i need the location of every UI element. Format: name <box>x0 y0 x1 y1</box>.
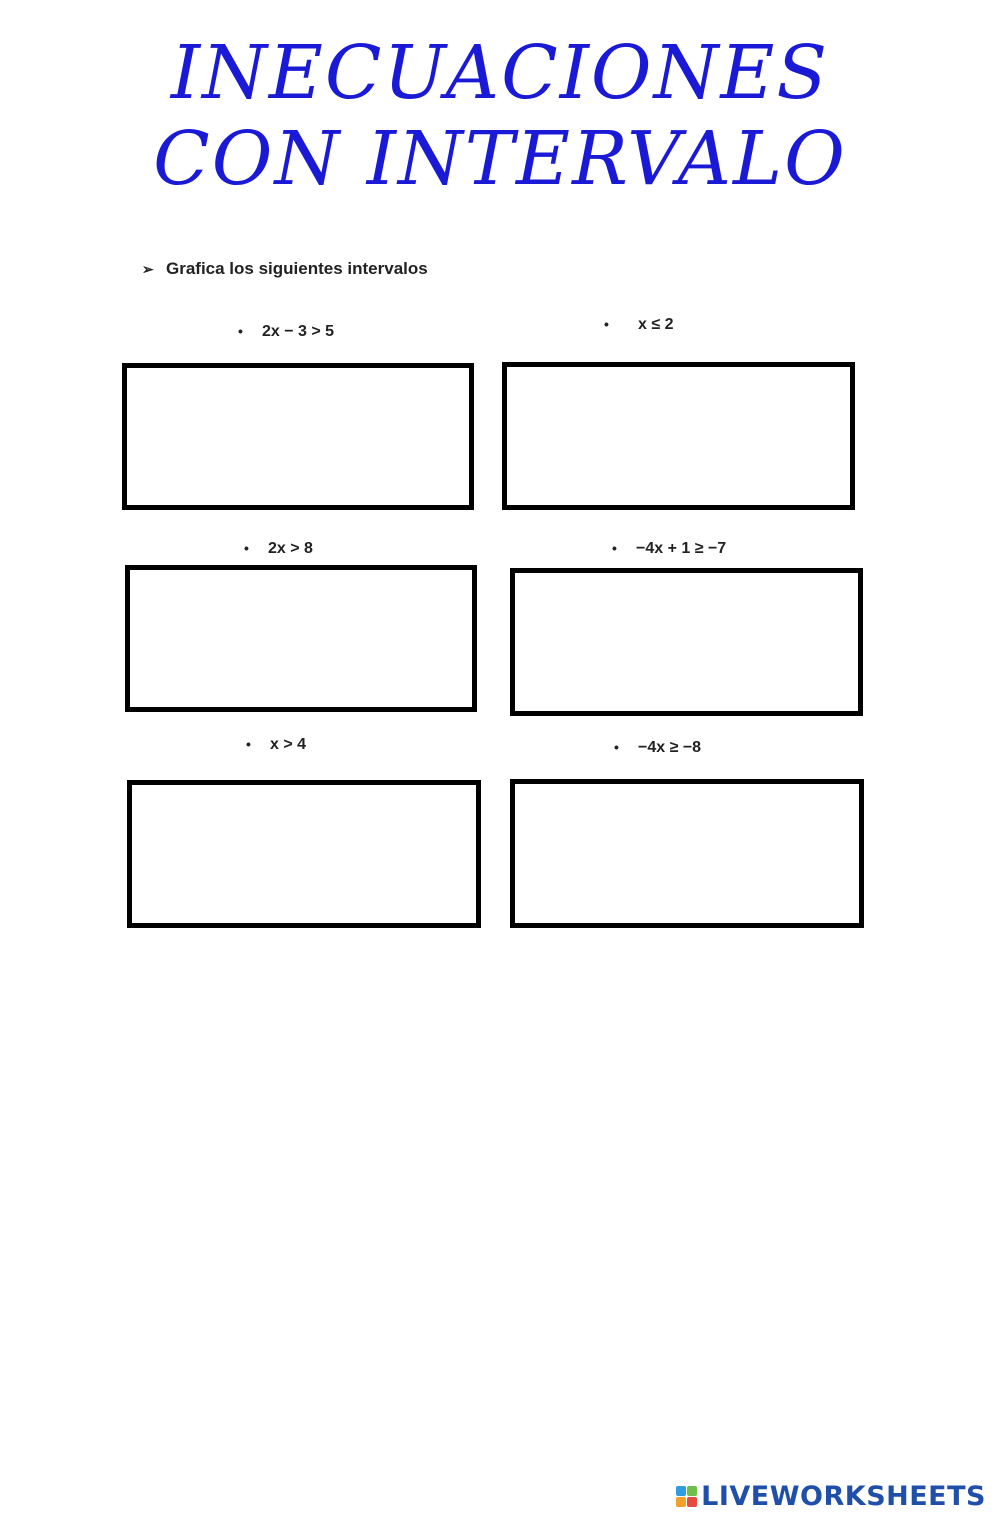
exercise-expression: 2x > 8 <box>268 540 313 557</box>
bullet-icon: • <box>614 739 619 755</box>
exercise-label-6 <box>614 739 701 757</box>
liveworksheets-brand-text: LIVEWORKSHEETS <box>701 1481 986 1512</box>
worksheet-title-line-1: INECUACIONES <box>170 30 830 116</box>
logo-square <box>687 1486 697 1496</box>
logo-square <box>687 1497 697 1507</box>
worksheet-title-line-2: CON INTERVALO <box>153 116 847 202</box>
answer-box-3[interactable] <box>125 565 477 712</box>
answer-box-5[interactable] <box>127 780 481 928</box>
exercise-expression: 2x − 3 > 5 <box>262 323 335 340</box>
exercise-expression: x ≤ 2 <box>638 316 674 333</box>
bullet-icon: • <box>244 540 249 556</box>
bullet-icon: • <box>246 736 251 752</box>
exercise-expression: −4x ≥ −8 <box>638 739 702 756</box>
answer-box-2[interactable] <box>502 362 855 510</box>
instruction-text: Grafica los siguientes intervalos <box>166 259 428 278</box>
logo-square <box>676 1486 686 1496</box>
exercise-label-4 <box>612 540 726 558</box>
exercise-label-2 <box>604 316 673 334</box>
instruction <box>142 259 428 279</box>
answer-box-6[interactable] <box>510 779 864 928</box>
answer-box-4[interactable] <box>510 568 863 716</box>
liveworksheets-logo-icon <box>676 1486 697 1507</box>
exercise-label-5 <box>246 736 306 754</box>
exercise-expression: x > 4 <box>270 736 307 753</box>
logo-square <box>676 1497 686 1507</box>
bullet-icon: • <box>612 540 617 556</box>
arrow-bullet-icon: ➢ <box>142 261 154 277</box>
exercise-expression: −4x + 1 ≥ −7 <box>636 540 727 557</box>
bullet-icon: • <box>604 316 609 332</box>
liveworksheets-logo <box>676 1481 986 1512</box>
exercise-label-1 <box>238 323 334 341</box>
exercise-label-3 <box>244 540 313 558</box>
bullet-icon: • <box>238 323 243 339</box>
answer-box-1[interactable] <box>122 363 474 510</box>
